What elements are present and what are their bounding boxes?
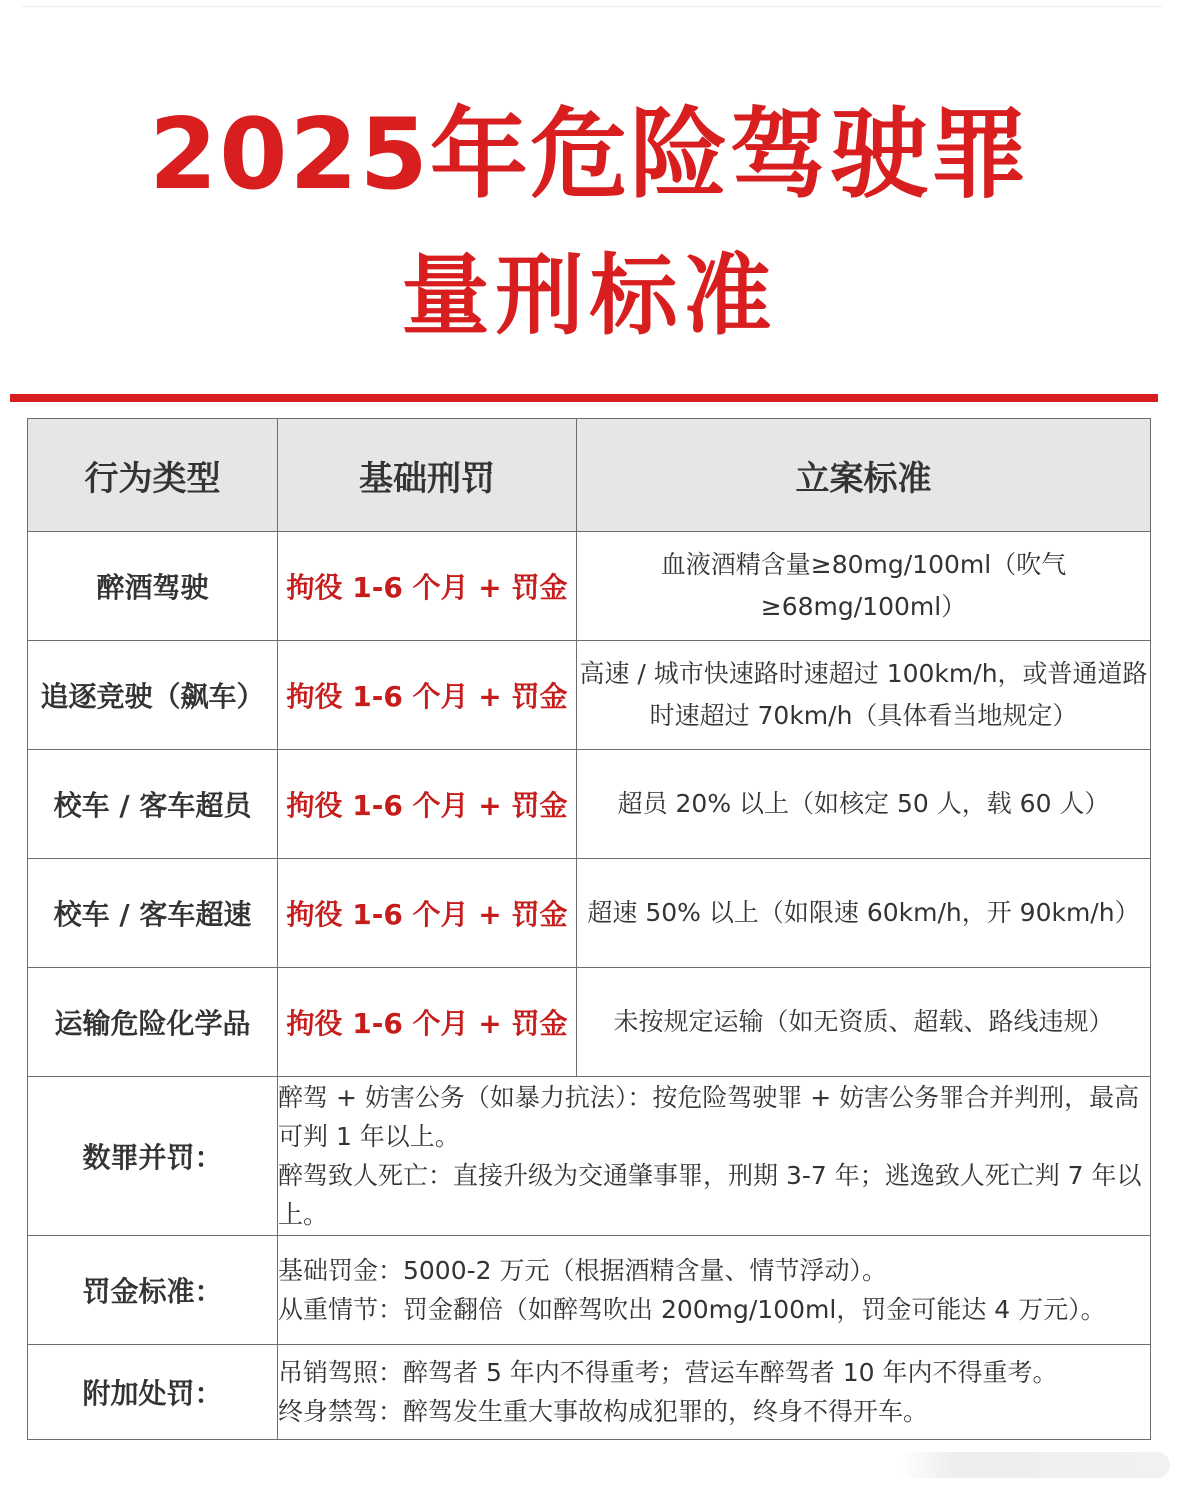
page-title-line-2: 量刑标准 [401,244,778,347]
table-row [28,750,1151,859]
filing-standard-cell: 血液酒精含量≥80mg/100ml（吹气≥68mg/100ml） [577,532,1151,641]
title-divider [10,394,1158,402]
behavior-type-cell: 醉酒驾驶 [28,532,278,641]
table-row [28,859,1151,968]
multiple-crimes-line: 醉驾 + 妨害公务（如暴力抗法）：按危险驾驶罪 + 妨害公务罪合并判刑，最高可判 1 年以上。 [278,1083,1140,1151]
multiple-crimes-label: 数罪并罚： [28,1077,278,1236]
sentencing-table [27,418,1151,1440]
behavior-type-cell: 校车 / 客车超员 [28,750,278,859]
table-header-row [28,419,1151,532]
multiple-crimes-detail [278,1077,1151,1236]
fine-standard-label: 罚金标准： [28,1236,278,1345]
fine-standard-row [28,1236,1151,1345]
table-row [28,641,1151,750]
base-penalty-cell: 拘役 1-6 个月 + 罚金 [278,532,577,641]
additional-penalty-row [28,1345,1151,1440]
faded-watermark [900,1452,1170,1478]
additional-penalty-line: 终身禁驾：醉驾发生重大事故构成犯罪的，终身不得开车。 [278,1397,929,1426]
fine-standard-line: 从重情节：罚金翻倍（如醉驾吹出 200mg/100ml，罚金可能达 4 万元）。 [278,1295,1106,1324]
base-penalty-cell: 拘役 1-6 个月 + 罚金 [278,859,577,968]
base-penalty-cell: 拘役 1-6 个月 + 罚金 [278,968,577,1077]
filing-standard-cell: 高速 / 城市快速路时速超过 100km/h，或普通道路时速超过 70km/h（具体看当地规定） [577,641,1151,750]
behavior-type-cell: 追逐竞驶（飙车） [28,641,278,750]
additional-penalty-line: 吊销驾照：醉驾者 5 年内不得重考；营运车醉驾者 10 年内不得重考。 [278,1358,1058,1387]
multiple-crimes-row [28,1077,1151,1236]
page-title-line-1: 2025年危险驾驶罪 [149,98,1030,212]
top-faint-divider [22,6,1162,7]
base-penalty-cell: 拘役 1-6 个月 + 罚金 [278,750,577,859]
fine-standard-line: 基础罚金：5000-2 万元（根据酒精含量、情节浮动）。 [278,1256,887,1285]
header-base-penalty: 基础刑罚 [278,419,577,532]
base-penalty-cell: 拘役 1-6 个月 + 罚金 [278,641,577,750]
table-row [28,968,1151,1077]
fine-standard-detail [278,1236,1151,1345]
filing-standard-cell: 超员 20% 以上（如核定 50 人，载 60 人） [577,750,1151,859]
header-behavior-type: 行为类型 [28,419,278,532]
multiple-crimes-line: 醉驾致人死亡：直接升级为交通肇事罪，刑期 3-7 年；逃逸致人死亡判 7 年以上。 [278,1161,1142,1229]
behavior-type-cell: 校车 / 客车超速 [28,859,278,968]
filing-standard-cell: 未按规定运输（如无资质、超载、路线违规） [577,968,1151,1077]
table-row [28,532,1151,641]
header-filing-standard: 立案标准 [577,419,1151,532]
filing-standard-cell: 超速 50% 以上（如限速 60km/h，开 90km/h） [577,859,1151,968]
additional-penalty-label: 附加处罚： [28,1345,278,1440]
behavior-type-cell: 运输危险化学品 [28,968,278,1077]
additional-penalty-detail [278,1345,1151,1440]
